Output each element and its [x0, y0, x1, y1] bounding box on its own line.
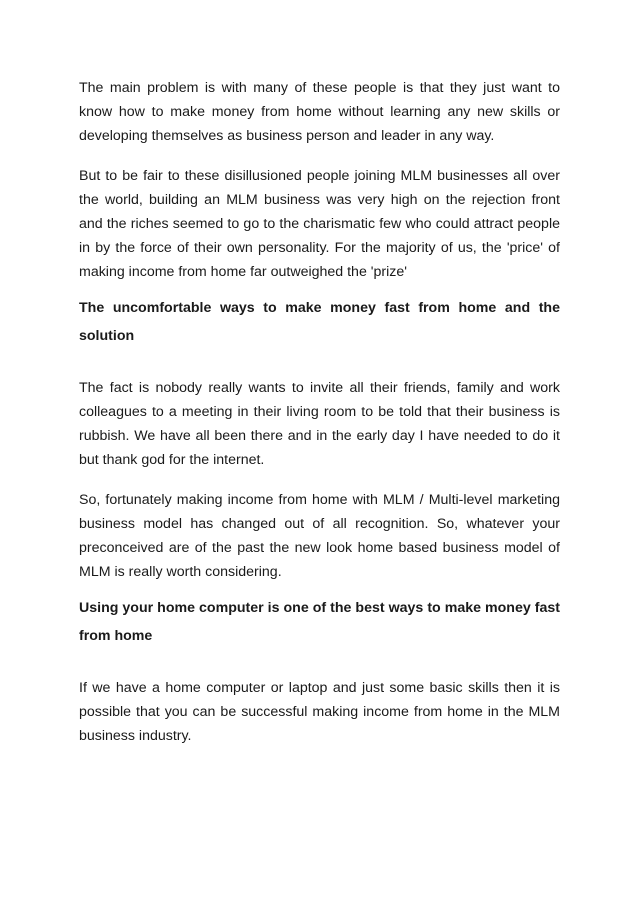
heading-uncomfortable-ways: The uncomfortable ways to make money fast from home and the solution — [79, 300, 560, 344]
paragraph-home-computer: If we have a home computer or laptop and just some basic skills then it is possible that you can be successful making income from home in the MLM business industry. — [79, 680, 560, 744]
spacer — [79, 148, 560, 164]
spacer — [79, 284, 560, 294]
spacer — [79, 472, 560, 488]
heading-home-computer: Using your home computer is one of the best ways to make money fast from home — [79, 600, 560, 644]
document-page — [79, 76, 560, 748]
paragraph-disillusioned: But to be fair to these disillusioned people joining MLM businesses all over the world, building an MLM business was very high on the rejection front and the riches seemed to go to the charismatic few who could attract people in by the force of their own personality. For the majority of us, the 'price' of making income from home far outweighed the 'prize' — [79, 168, 560, 280]
spacer — [79, 350, 560, 376]
spacer — [79, 650, 560, 676]
paragraph-main-problem: The main problem is with many of these people is that they just want to know how to make money from home without learning any new skills or developing themselves as business person and leader in any way. — [79, 80, 560, 144]
paragraph-fact-nobody: The fact is nobody really wants to invite all their friends, family and work colleagues to a meeting in their living room to be told that their business is rubbish. We have all been there and in the early day I have needed to do it but thank god for the internet. — [79, 380, 560, 468]
paragraph-fortunately: So, fortunately making income from home with MLM / Multi-level marketing business model has changed out of all recognition. So, whatever your preconceived are of the past the new look home based business model of MLM is really worth considering. — [79, 492, 560, 580]
spacer — [79, 584, 560, 594]
